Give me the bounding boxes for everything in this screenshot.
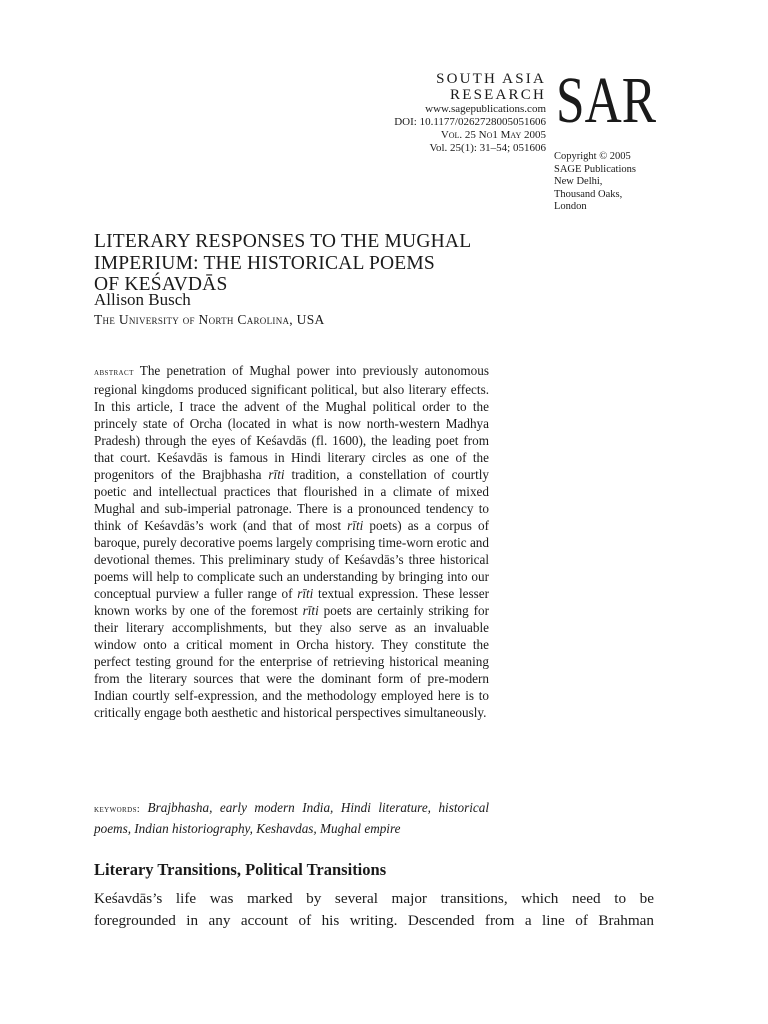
abstract-text: poets) as a corpus of baroque, purely decorative poems largely comprising time-worn erotic and devotional themes. This preliminary study of Keśavdās’s three historical poems will help to complicate such an understanding by bringing into our conceptual purview a fuller range of: [94, 518, 489, 601]
abstract-term: rīti: [297, 586, 314, 601]
copyright-city: London: [554, 201, 587, 212]
copyright-city: Thousand Oaks,: [554, 188, 623, 200]
journal-logo-text: SAR: [556, 64, 656, 137]
body-paragraph: [94, 888, 654, 932]
keywords: [94, 798, 489, 838]
body-line: Keśavdās’s life was marked by several major transitions, which need to be: [94, 890, 654, 907]
journal-name: [436, 71, 546, 103]
journal-volume-issue: Vol. 25 No1 May 2005: [440, 129, 546, 141]
article-author: Allison Busch: [94, 290, 191, 309]
abstract-term: rīti: [268, 467, 285, 482]
copyright-block: [554, 151, 636, 214]
abstract-text: poets are certainly striking for their literary accomplishments, but they also serve as an invaluable window onto a critical moment in Orcha history. They constitute the perfect testing ground for the enterprise of retrieving historical meaning from the literary sources that were the dominant form of pre-modern Indian courtly self-expression, and the methodology employed here is to critically engage both aesthetic and historical perspectives simultaneously.: [94, 603, 489, 720]
abstract-label: abstract: [94, 367, 134, 378]
journal-meta: [394, 103, 546, 155]
body-line: foregrounded in any account of his writing. Descended from a line of Brahman: [94, 912, 654, 929]
abstract-text: The penetration of Mughal power into previously autonomous regional kingdoms produced significant political, but also literary effects. In this article, I trace the advent of the Mughal political order to the princely state of Orcha (located in what is now north-western Madhya Pradesh) through the eyes of Keśavdās (fl. 1600), the leading poet from that court. Keśavdās is famous in Hindi literary circles as one of the progenitors of the Brajbhasha: [94, 363, 489, 482]
copyright-publisher: SAGE Publications: [554, 163, 636, 175]
journal-website[interactable]: www.sagepublications.com: [425, 103, 546, 115]
journal-doi: DOI: 10.1177/0262728005051606: [394, 116, 546, 128]
section-heading: Literary Transitions, Political Transitions: [94, 860, 387, 879]
journal-logo: [556, 64, 656, 137]
author-affiliation: The University of North Carolina, USA: [94, 312, 325, 327]
article-title: [94, 231, 514, 296]
abstract-term: rīti: [347, 518, 364, 533]
abstract-text: textual expression. These lesser known works by one of the foremost: [94, 586, 490, 618]
journal-citation: Vol. 25(1): 31–54; 051606: [429, 142, 546, 154]
keywords-list: Brajbhasha, early modern India, Hindi literature, historical poems, Indian historiography, Keshavdas, Mughal empire: [94, 800, 490, 836]
copyright-line: Copyright © 2005: [554, 151, 631, 162]
abstract-text: tradition, a constellation of courtly poetic and intellectual practices that flourished in a climate of mixed Mughal and sub-imperial patronage. There is a pronounced tendency to think of Keśavdās’s work (and that of most: [94, 467, 489, 533]
article-title-line: LITERARY RESPONSES TO THE MUGHAL: [94, 231, 472, 252]
copyright-city: New Delhi,: [554, 176, 603, 187]
article-title-line: OF KEŚAVDĀS: [94, 274, 228, 295]
abstract: [94, 362, 489, 721]
article-title-line: IMPERIUM: THE HISTORICAL POEMS: [94, 252, 435, 274]
keywords-label: keywords:: [94, 804, 141, 815]
journal-name-line2: RESEARCH: [450, 87, 546, 103]
journal-name-line1: SOUTH ASIA: [436, 71, 546, 87]
abstract-term: rīti: [302, 603, 319, 618]
